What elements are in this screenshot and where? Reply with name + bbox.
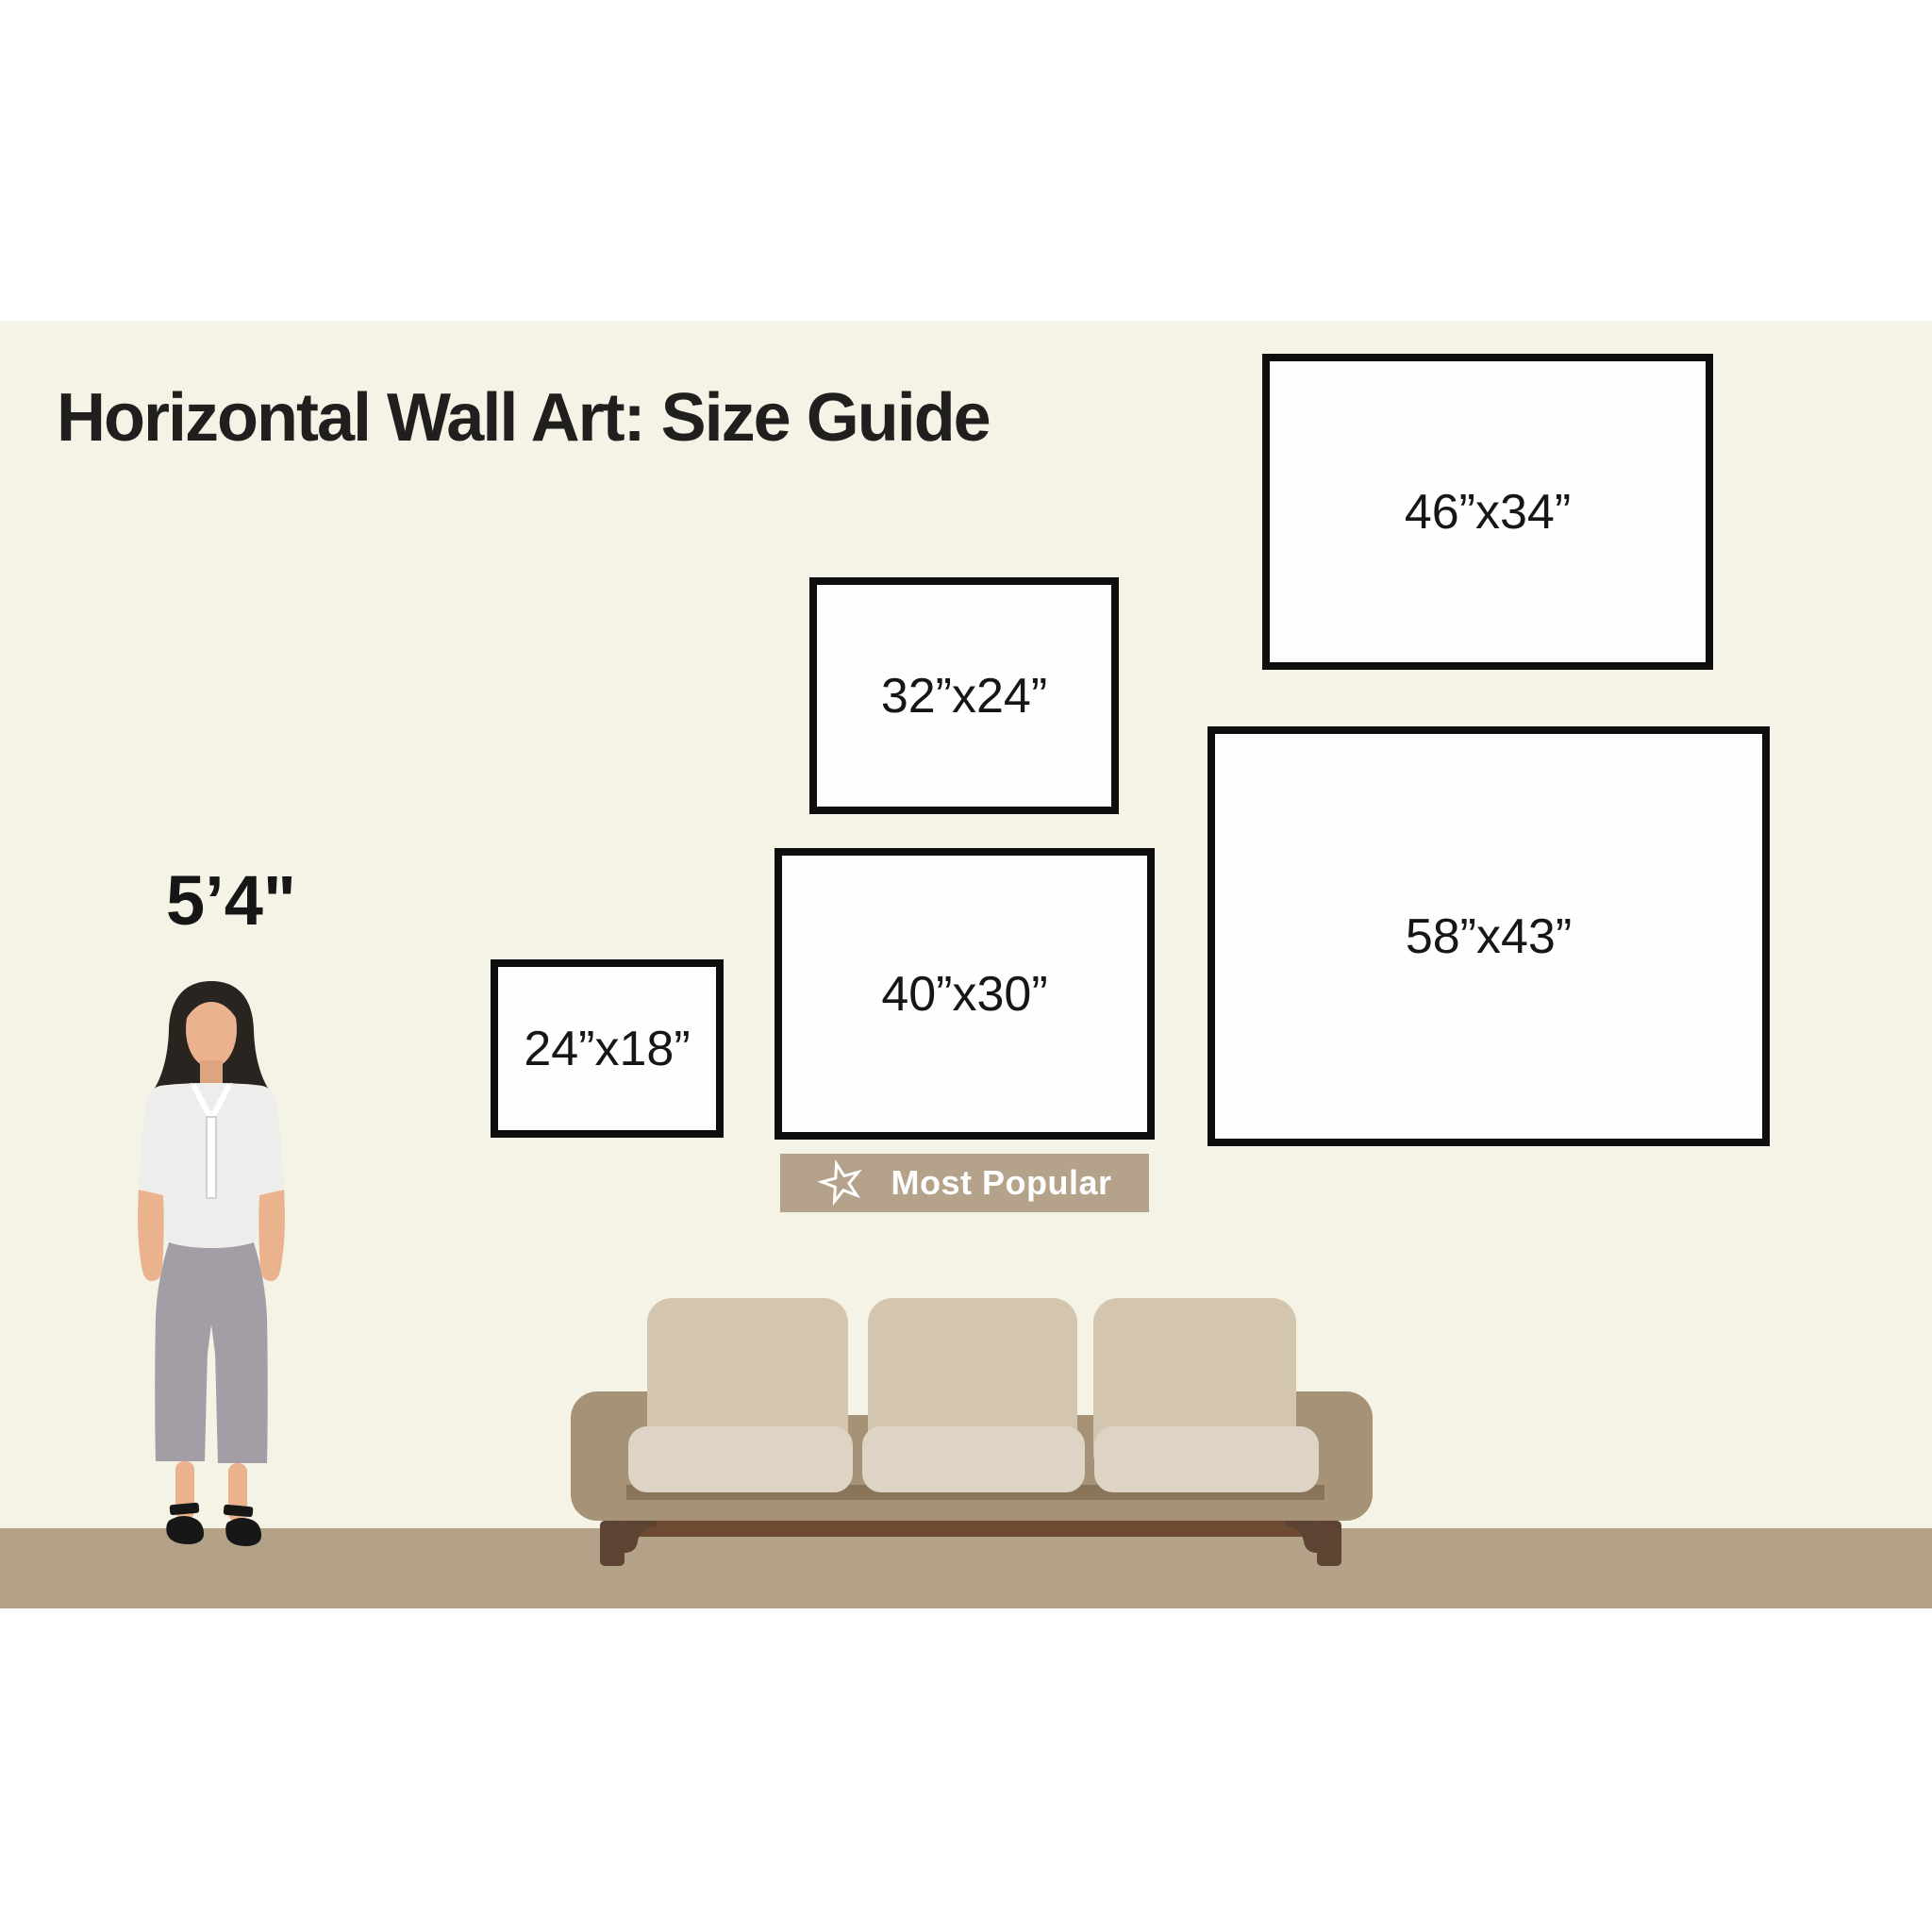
- sofa-leg: [600, 1521, 657, 1566]
- size-label: 32”x24”: [880, 668, 1048, 724]
- page-title: Horizontal Wall Art: Size Guide: [57, 380, 990, 456]
- size-frame-24x18: [491, 959, 724, 1138]
- size-frame-32x24: [809, 577, 1119, 814]
- person-left-arm: [138, 1190, 164, 1281]
- person-left-shoe-strap: [170, 1503, 200, 1516]
- sofa-seat-cushion: [862, 1426, 1085, 1492]
- person-right-shoe-strap: [224, 1505, 254, 1518]
- size-label: 58”x43”: [1405, 908, 1573, 964]
- size-frame-40x30: [774, 848, 1155, 1140]
- person-right-shoe: [225, 1518, 261, 1546]
- star-icon: [817, 1158, 866, 1208]
- sofa-seat-cushion: [1094, 1426, 1319, 1492]
- most-popular-badge: [780, 1154, 1149, 1212]
- person-height-label: 5’4": [166, 861, 296, 940]
- person-figure: [113, 972, 311, 1552]
- sofa-wood-rail: [613, 1521, 1330, 1537]
- sofa-seat-cushion: [628, 1426, 853, 1492]
- person-right-arm: [258, 1190, 285, 1281]
- size-frame-58x43: [1208, 726, 1770, 1146]
- person-shirt-placket: [207, 1117, 216, 1198]
- size-label: 46”x34”: [1404, 484, 1572, 540]
- person-pants: [155, 1242, 268, 1463]
- sofa-illustration: [566, 1292, 1377, 1571]
- sofa-leg: [1285, 1521, 1341, 1566]
- most-popular-label: Most Popular: [891, 1163, 1112, 1202]
- size-label: 24”x18”: [524, 1021, 691, 1076]
- size-label: 40”x30”: [881, 966, 1048, 1022]
- person-left-shoe: [166, 1516, 204, 1544]
- size-frame-46x34: [1262, 354, 1713, 670]
